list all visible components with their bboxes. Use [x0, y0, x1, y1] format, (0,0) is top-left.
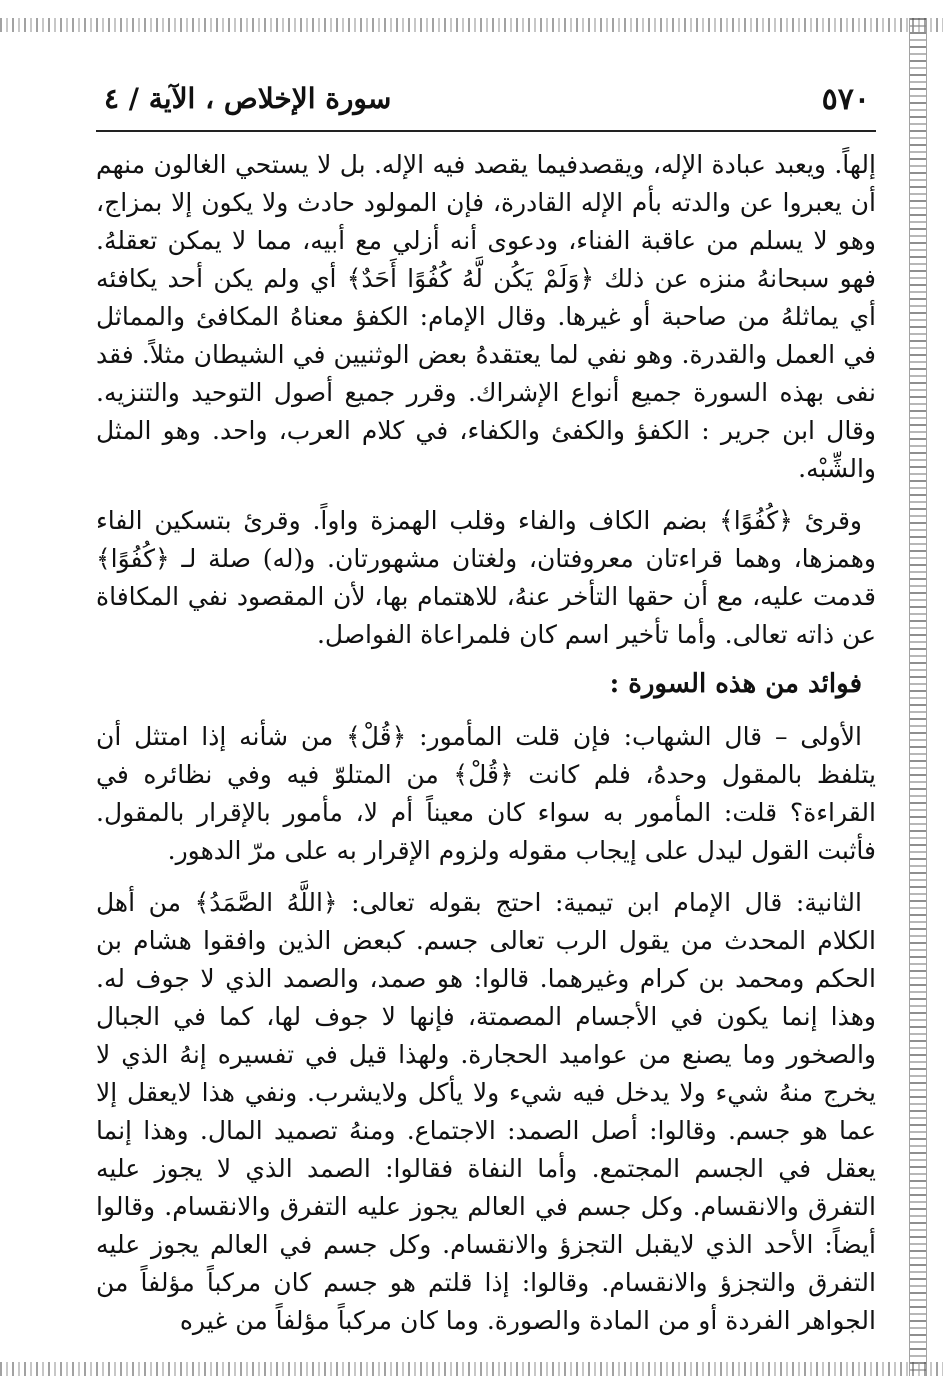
page-body [96, 132, 876, 1340]
section-heading: فوائد من هذه السورة : [609, 669, 862, 699]
decorative-border-bottom [0, 1362, 943, 1376]
running-title: سورة الإخلاص ، الآية / ٤ [104, 82, 392, 115]
decorative-border-right [909, 18, 927, 1376]
page [96, 70, 876, 1340]
paragraph: وقرئ ﴿كُفُوًا﴾ بضم الكاف والفاء وقلب الهمزة واواً. وقرئ بتسكين الفاء وهمزها، وهما قراءتان معروفتان، ولغتان مشهورتان. و(له) صلة لـ ﴿كُفُوًا﴾ قدمت عليه، مع أن حقها التأخر عنهُ، للاهتمام بها، لأن المقصود نفي المكافاة عن ذاته تعالى. وأما تأخير اسم كان فلمراعاة الفواصل. [96, 506, 876, 649]
benefit-paragraph: الثانية: قال الإمام ابن تيمية: احتج بقوله تعالى: ﴿اللَّهُ الصَّمَدُ﴾ من أهل الكلام المحدث من يقول الرب تعالى جسم. كبعض الذين وافقوا هشام بن الحكم ومحمد بن كرام وغيرهما. قالوا: هو صمد، والصمد الذي لا جوف له. وهذا إنما يكون في الأجسام المصمتة، فإنها لا جوف لها، كما في الجبال والصخور وما يصنع من عواميد الحجارة. ولهذا قيل في تفسيره إنهُ الذي لا يخرج منهُ شيء ولا يدخل فيه شيء ولا يأكل ولايشرب. ونفي هذا لايعقل إلا عما هو جسم. وقالوا: أصل الصمد: الاجتماع. ومنهُ تصميد المال. وهذا إنما يعقل في الجسم المجتمع. وأما النفاة فقالوا: الصمد الذي لا يجوز عليه التفرق والانقسام. وكل جسم في العالم يجوز عليه التفرق والانقسام. وقالوا أيضاً: الأحد الذي لايقبل التجزؤ والانقسام. وكل جسم في العالم يجوز عليه التفرق والتجزؤ والانقسام. وقالوا: إذا قلتم هو جسم كان مركباً مؤلفاً من الجواهر الفردة أو من المادة والصورة. وما كان مركباً مؤلفاً من غيره [96, 888, 876, 1335]
paragraph: إلهاً. ويعبد عبادة الإله، ويقصدفيما يقصد فيه الإله. بل لا يستحي الغالون منهم أن يعبروا عن والدته بأم الإله القادرة، فإن المولود حادث ولا يكون إلا بمزاج، وهو لا يسلم من عاقبة الفناء، ودعوى أنه أزلي مع أبيه، مما لا يمكن تعقلهُ. فهو سبحانهُ منزه عن ذلك ﴿وَلَمْ يَكُن لَّهُ كُفُوًا أَحَدٌ﴾ أي ولم يكن أحد يكافئه أي يماثلهُ من صاحبة أو غيرها. وقال الإمام: الكفؤ معناهُ المكافئ والمماثل في العمل والقدرة. وهو نفي لما يعتقدهُ بعض الوثنيين في الشيطان مثلاً. فقد نفى بهذه السورة جميع أنواع الإشراك. وقرر جميع أصول التوحيد والتنزيه. وقال ابن جرير : الكفؤ والكفئ والكفاء، في كلام العرب، واحد. وهو المثل والشِّبْه. [96, 150, 876, 483]
decorative-border-top [0, 18, 943, 32]
benefit-paragraph: الأولى – قال الشهاب: فإن قلت المأمور: ﴿قُلْ﴾ من شأنه إذا امتثل أن يتلفظ بالمقول وحدهُ، فلم كانت ﴿قُلْ﴾ من المتلوّ فيه وفي نظائره في القراءة؟ قلت: المأمور به سواء كان معيناً أم لا، مأمور بالإقرار بالمقول. فأثبت القول ليدل على إيجاب مقوله ولزوم الإقرار به على مرّ الدهور. [96, 722, 876, 865]
page-number: ٥٧٠ [821, 82, 870, 117]
page-header [96, 70, 876, 132]
